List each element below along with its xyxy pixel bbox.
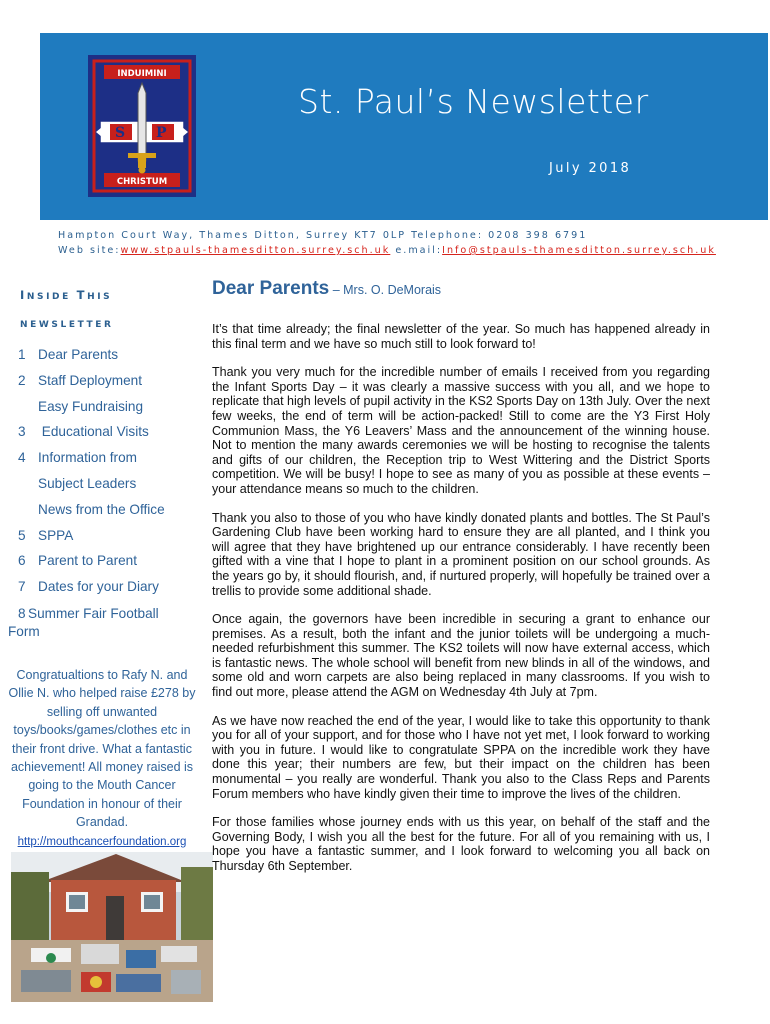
congratulations-text: Congratualtions to Rafy N. and Ollie N. who helped raise £278 by selling off unwanted toys/books/games/clothes etc in their front drive. What a fantastic achievement! All money raised is going to the Mouth Cancer Foundation in honour of their Grandad. <box>8 668 196 830</box>
inside-heading-line2: NEWSLETTER <box>20 320 114 330</box>
article-paragraph: It’s that time already; the final newsletter of the year. So much has happened already in this final term and we have so much still to look forward to! <box>212 322 710 351</box>
article-paragraph: As we have now reached the end of the year, I would like to take this opportunity to thank you for all of your support, and for those who I have not yet met, I look forward to working with you in future. I would like to congratulate SPPA on the incredible work they have done this year; their numbers are few, but their impact on the children has been monumental – you really are wonderful. Thank you also to the Class Reps and Parents Forum members who have kindly given their time to improve the lives of the children. <box>212 713 710 801</box>
contents-item: 3 Educational Visits <box>18 424 149 440</box>
contents-item: News from the Office <box>38 501 165 517</box>
inside-this-newsletter <box>8 288 210 641</box>
contents-item: 4 Information from <box>18 450 137 466</box>
main-article <box>212 278 710 874</box>
email-label: e.mail: <box>390 245 443 256</box>
contents-item: 1 Dear Parents <box>18 347 119 362</box>
school-address <box>58 228 758 258</box>
website-link[interactable]: www.stpauls-thamesditton.surrey.sch.uk <box>120 245 391 256</box>
contents-item: 7 Dates for your Diary <box>18 579 159 595</box>
article-paragraph: Thank you also to those of you who have kindly donated plants and bottles. The St Paul’s Gardening Club have been working hard to ensure they are all planted, and I think you will agree that they have brightened up our entrance considerably. I have recently been gifted with a vine that I hope to plant in a prominent position on our school grounds. As the years go by, it should flourish, and, if nurtured properly, will hopefully be trained over a trellis to provide some additional shade. <box>212 510 710 598</box>
contents-item: 8 Summer Fair Football Form <box>8 605 159 639</box>
contents-item: 5 SPPA <box>18 527 74 543</box>
svg-text:INDUIMINI: INDUIMINI <box>117 69 167 79</box>
charity-link[interactable]: http://mouthcancerfoundation.org <box>17 835 187 848</box>
newsletter-date: July 2018 <box>549 161 632 176</box>
article-paragraph: Thank you very much for the incredible number of emails I received from you regarding the Infant Sports Day – it was clearly a massive success with you all, and we hope to replicate that high levels of pupil activity in the KS2 Sports Day on 13th July. Over the next few weeks, the end of term will be action-packed! Still to come are the Y3 First Holy Communion Mass, the Y6 Leavers’ Mass and the announcement of the winning house. Not to mention the many awards ceremonies we will be hosting to recognise the talents and gifts of our children, the Reception trip to West Wittering and the District Sports competition. We will be busy! I hope to see as many of you as possible at these events – your attendance means so much to the children. <box>212 365 710 496</box>
article-heading <box>212 278 710 300</box>
contents-list <box>8 342 210 641</box>
contents-item: Easy Fundraising <box>38 398 144 414</box>
article-paragraph: Once again, the governors have been incredible in securing a grant to enhance our premises. As a result, both the infant and the junior toilets will be undergoing a much-needed refurbishment this summer. The KS2 toilets will now have external access, which is fantastic news. The whole school will benefit from new blinds in all of the windows, and some old and worn carpets are also being replaced in many classrooms. If you wish to find out more, please attend the AGM on Wednesday 4th July at 7pm. <box>212 612 710 700</box>
article-paragraph: For those families whose journey ends with us this year, on behalf of the staff and the Governing Body, I wish you all the best for the future. For all of you remaining with us, I hope you have a fantastic summer, and I look forward to welcoming you all back on Thursday 6th September. <box>212 815 710 873</box>
crest-initial-p: P <box>156 125 167 141</box>
contents-item: Subject Leaders <box>38 475 137 491</box>
inside-heading-line1: INSIDE THIS <box>20 288 113 302</box>
address-line: Hampton Court Way, Thames Ditton, Surrey KT7 0LP Telephone: 0208 398 6791 <box>58 230 588 241</box>
contents-item: 2 Staff Deployment <box>18 372 143 388</box>
crest-initial-s: S <box>115 125 126 141</box>
article-byline: – Mrs. O. DeMorais <box>329 283 442 297</box>
fundraising-photo <box>11 852 213 1002</box>
school-crest-logo <box>88 55 196 197</box>
article-title: Dear Parents <box>212 278 330 299</box>
contact-line <box>58 243 758 258</box>
congratulations-notice <box>4 666 200 851</box>
svg-text:CHRISTUM: CHRISTUM <box>116 177 168 187</box>
email-link[interactable]: Info@stpauls-thamesditton.surrey.sch.uk <box>442 245 716 256</box>
newsletter-title: St. Paul’s Newsletter <box>298 82 649 121</box>
website-label: Web site: <box>58 245 121 256</box>
contents-item: 6 Parent to Parent <box>18 553 137 569</box>
